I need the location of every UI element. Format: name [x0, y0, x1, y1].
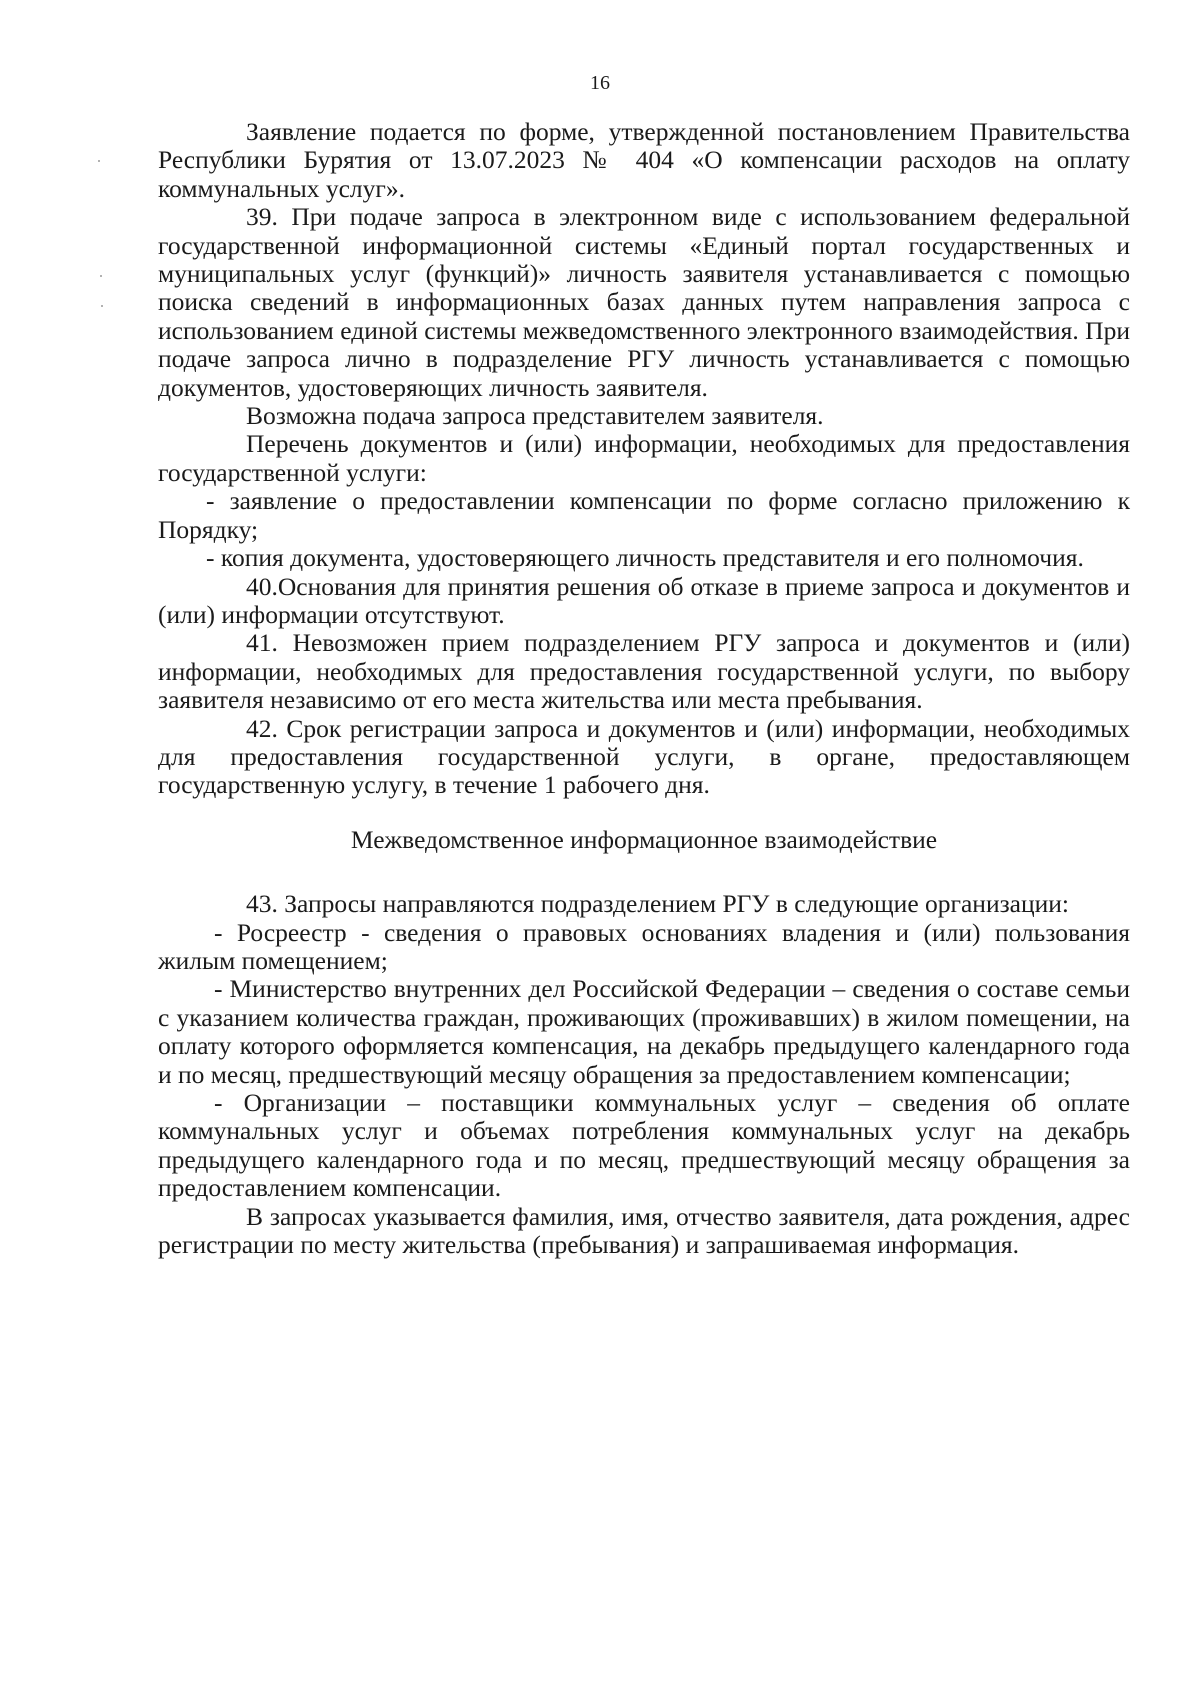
- paragraph-40: 40.Основания для принятия решения об отказе в приеме запроса и документов и (или) информации отсутствуют.: [158, 571, 1130, 629]
- document-body: [158, 118, 1130, 1259]
- section-heading: Межведомственное информационное взаимодействие: [350, 824, 938, 854]
- paragraph: Возможна подача запроса представителем заявителя.: [246, 401, 824, 431]
- paragraph: Перечень документов и (или) информации, необходимых для предоставления государственной услуги:: [158, 429, 1130, 487]
- list-item: - Росреестр - сведения о правовых основаниях владения и (или) пользования жилым помещением;: [158, 917, 1130, 975]
- paragraph-42: 42. Срок регистрации запроса и документов и (или) информации, необходимых для предоставления государственной услуги, в органе, предоставляющем государственную услугу, в течение 1 рабочего дня.: [158, 713, 1130, 800]
- paragraph-43: 43. Запросы направляются подразделением РГУ в следующие организации:: [246, 889, 1070, 919]
- scan-speck: [100, 275, 102, 277]
- list-item: - Организации – поставщики коммунальных услуг – сведения об оплате коммунальных услуг и объемах потребления коммунальных услуг на декабрь предыдущего календарного года и по месяц, предшествующий месяцу обращения за предоставлением компенсации.: [158, 1088, 1130, 1203]
- paragraph: Заявление подается по форме, утвержденной постановлением Правительства Республики Бурятия от 13.07.2023 № 404 «О компенсации расходов на оплату коммунальных услуг».: [158, 117, 1130, 203]
- paragraph: В запросах указывается фамилия, имя, отчество заявителя, дата рождения, адрес регистрации по месту жительства (пребывания) и запрашиваемая информация.: [158, 1201, 1130, 1260]
- scan-speck: [98, 160, 100, 162]
- page-number: 16: [590, 72, 610, 94]
- list-item: - копия документа, удостоверяющего личность представителя и его полномочия.: [206, 543, 1084, 573]
- paragraph-39: 39. При подаче запроса в электронном виде с использованием федеральной государственной информационной системы «Единый портал государственных и муниципальных услуг (функций)» личность заявителя устанавливается с помощью поиска сведений в информационных базах данных путем направления запроса с использованием единой системы межведомственного электронного взаимодействия. При подаче запроса лично в подразделение РГУ личность устанавливается с помощью документов, удостоверяющих личность заявителя.: [158, 202, 1130, 402]
- scan-speck: [101, 305, 103, 307]
- list-item: - Министерство внутренних дел Российской Федерации – сведения о составе семьи с указанием количества граждан, проживающих (проживавших) в жилом помещении, на оплату которого оформляется компенсация, на декабрь предыдущего календарного года и по месяц, предшествующий месяцу обращения за предоставлением компенсации;: [158, 974, 1130, 1089]
- paragraph-41: 41. Невозможен прием подразделением РГУ запроса и документов и (или) информации, необходимых для предоставления государственной услуги, по выбору заявителя независимо от его места жительства или места пребывания.: [158, 628, 1130, 715]
- list-item: - заявление о предоставлении компенсации по форме согласно приложению к Порядку;: [158, 486, 1130, 544]
